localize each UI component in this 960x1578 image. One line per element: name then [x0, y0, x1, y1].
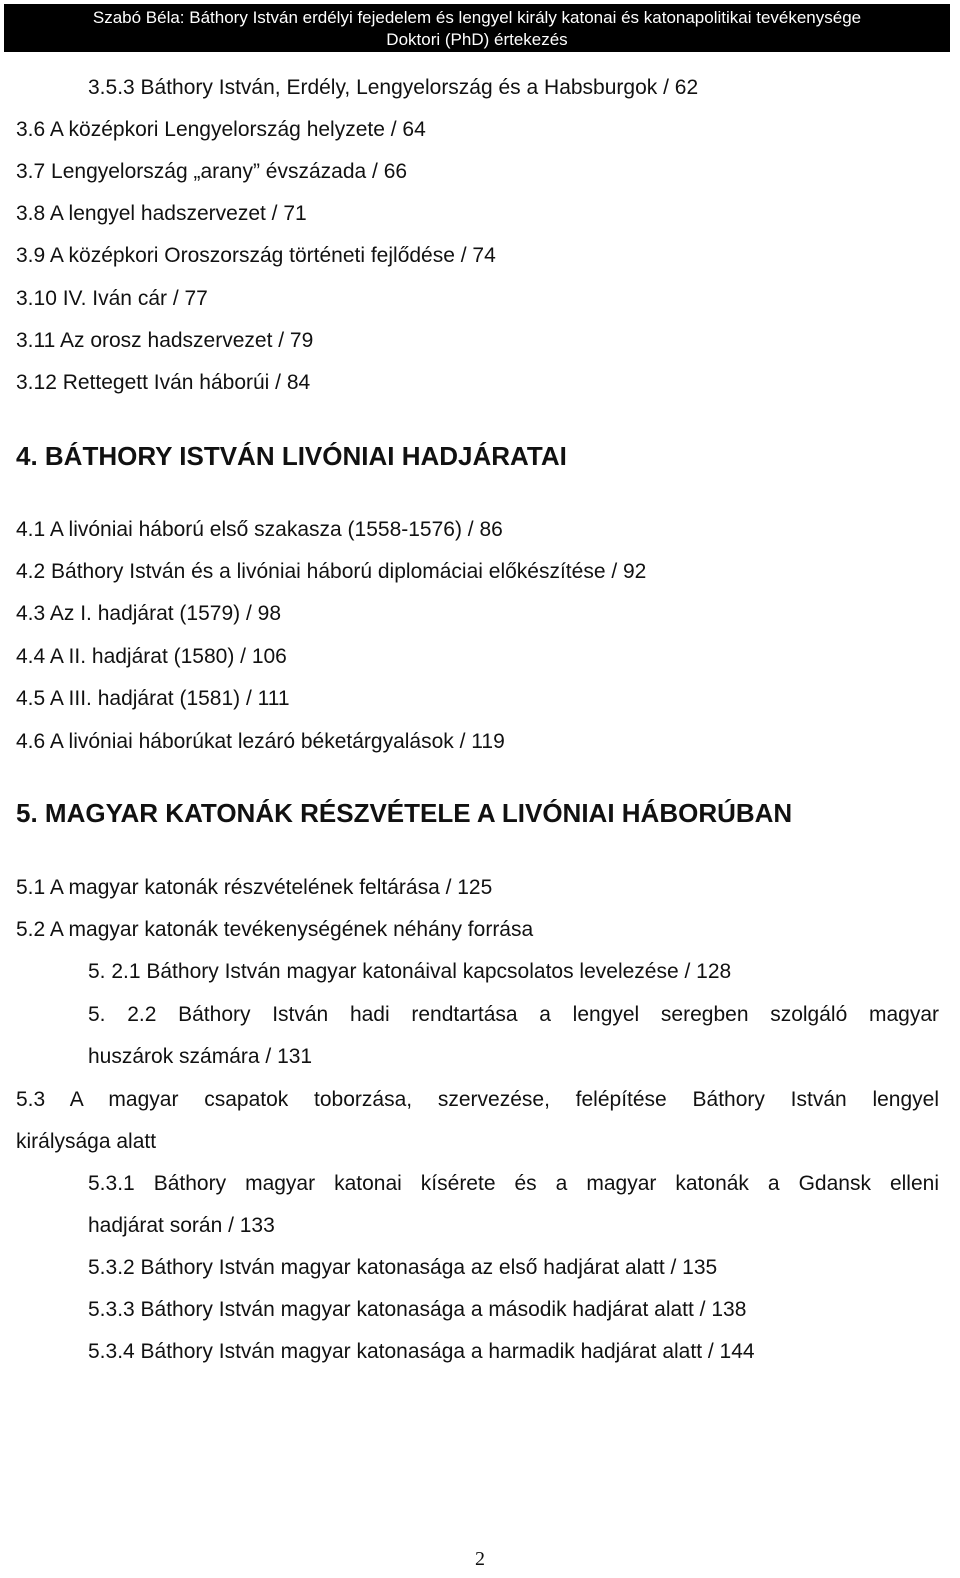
toc-item-4-4: 4.4 A II. hadjárat (1580) / 106: [16, 645, 287, 668]
toc-item-5-2: 5.2 A magyar katonák tevékenységének néhány forrása: [16, 918, 534, 941]
document-header: [4, 4, 950, 52]
toc-item-5-2-2-cont: huszárok számára / 131: [88, 1045, 313, 1068]
toc-item-5-3: 5.3 A magyar csapatok toborzása, szervezése, felépítése Báthory István lengyel: [16, 1088, 939, 1111]
toc-item-3-7: 3.7 Lengyelország „arany” évszázada / 66: [16, 160, 408, 183]
toc-item-5-3-1-cont: hadjárat során / 133: [88, 1214, 275, 1237]
toc-item-4-1: 4.1 A livóniai háború első szakasza (1558-1576) / 86: [16, 518, 503, 541]
toc-item-5-3-2: 5.3.2 Báthory István magyar katonasága az első hadjárat alatt / 135: [88, 1256, 718, 1279]
toc-item-3-11: 3.11 Az orosz hadszervezet / 79: [16, 329, 314, 352]
header-subtitle: Doktori (PhD) értekezés: [386, 30, 568, 49]
page-number: 2: [475, 1548, 485, 1570]
toc-item-5-3-4: 5.3.4 Báthory István magyar katonasága a harmadik hadjárat alatt / 144: [88, 1340, 755, 1363]
chapter-heading-5: 5. MAGYAR KATONÁK RÉSZVÉTELE A LIVÓNIAI HÁBORÚBAN: [16, 798, 793, 828]
toc-item-5-2-1: 5. 2.1 Báthory István magyar katonáival kapcsolatos levelezése / 128: [88, 960, 732, 983]
toc-item-3-10: 3.10 IV. Iván cár / 77: [16, 287, 208, 310]
toc-item-4-5: 4.5 A III. hadjárat (1581) / 111: [16, 687, 290, 710]
toc-item-4-6: 4.6 A livóniai háborúkat lezáró béketárgyalások / 119: [16, 730, 505, 753]
toc-item-3-5-3: 3.5.3 Báthory István, Erdély, Lengyelország és a Habsburgok / 62: [88, 76, 699, 99]
toc-item-4-3: 4.3 Az I. hadjárat (1579) / 98: [16, 602, 282, 625]
toc-item-5-2-2: 5. 2.2 Báthory István hadi rendtartása a lengyel seregben szolgáló magyar: [88, 1003, 939, 1026]
toc-item-3-6: 3.6 A középkori Lengyelország helyzete / 64: [16, 118, 426, 141]
toc-item-5-3-cont: királysága alatt: [16, 1130, 157, 1153]
toc-item-4-2: 4.2 Báthory István és a livóniai háború diplomáciai előkészítése / 92: [16, 560, 647, 583]
toc-item-5-3-3: 5.3.3 Báthory István magyar katonasága a második hadjárat alatt / 138: [88, 1298, 747, 1321]
toc-item-5-1: 5.1 A magyar katonák részvételének feltárása / 125: [16, 876, 493, 899]
toc-item-3-12: 3.12 Rettegett Iván háborúi / 84: [16, 371, 311, 394]
toc-item-5-3-1: 5.3.1 Báthory magyar katonai kísérete és a magyar katonák a Gdansk elleni: [88, 1172, 939, 1195]
toc-item-3-9: 3.9 A középkori Oroszország történeti fejlődése / 74: [16, 244, 496, 267]
header-title: Szabó Béla: Báthory István erdélyi fejedelem és lengyel király katonai és katonapolitikai tevékenysége: [92, 8, 862, 27]
toc-item-3-8: 3.8 A lengyel hadszervezet / 71: [16, 202, 307, 225]
chapter-heading-4: 4. BÁTHORY ISTVÁN LIVÓNIAI HADJÁRATAI: [16, 441, 567, 471]
